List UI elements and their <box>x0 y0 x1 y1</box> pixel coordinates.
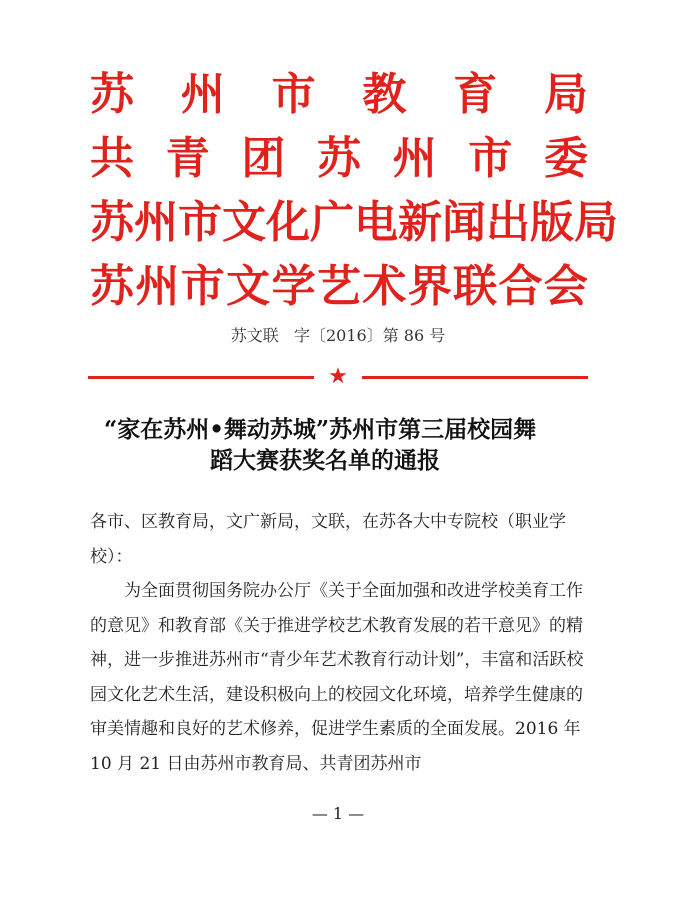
red-separator <box>88 366 588 388</box>
document-number: 苏文联 字〔2016〕第 86 号 <box>230 326 446 345</box>
char: 艺 <box>316 261 361 312</box>
char: 市 <box>271 69 316 120</box>
red-rule-right <box>362 376 588 379</box>
star-icon: ★ <box>328 364 348 389</box>
char: 文 <box>222 197 266 248</box>
char: 州 <box>134 197 178 248</box>
char: 联 <box>453 261 498 312</box>
char: 共 <box>90 133 134 184</box>
char: 市 <box>180 261 225 312</box>
char: 电 <box>354 197 398 248</box>
char: 界 <box>407 261 452 312</box>
char: 新 <box>398 197 442 248</box>
char: 局 <box>543 69 588 120</box>
document-title <box>96 414 596 476</box>
char: 术 <box>362 261 407 312</box>
char: 化 <box>266 197 310 248</box>
issuing-authorities <box>90 66 618 322</box>
char: 局 <box>574 197 618 248</box>
char: 苏 <box>90 69 134 120</box>
char: 文 <box>226 261 271 312</box>
char: 教 <box>362 69 407 120</box>
char: 委 <box>543 133 588 184</box>
char: 育 <box>453 69 498 120</box>
title-line-1: “家在苏州•舞动苏城”苏州市第三届校园舞 <box>104 416 537 443</box>
char: 学 <box>271 261 316 312</box>
body-paragraph: 为全面贯彻国务院办公厅《关于全面加强和改进学校美育工作的意见》和教育部《关于推进学校艺术教育发展的若干意见》的精神，进一步推进苏州市“青少年艺术教育行动计划”，丰富和活跃校园文化艺术生活，建设积极向上的校园文化环境，培养学生健康的审美情趣和良好的艺术修养，促进学生素质的全面发展。2016 年 10 月 21 日由苏州市教育局、共青团苏州市 <box>90 581 584 774</box>
char: 闻 <box>442 197 486 248</box>
char: 青 <box>165 133 210 184</box>
issuer-line-1 <box>90 66 588 123</box>
title-line-2: 蹈大赛获奖名单的通报 <box>210 447 440 474</box>
char: 苏 <box>316 133 361 184</box>
red-rule-left <box>88 376 314 379</box>
char: 苏 <box>90 261 134 312</box>
salutation: 各市、区教育局，文广新局，文联，在苏各大中专院校（职业学校）： <box>90 512 566 567</box>
char: 版 <box>530 197 574 248</box>
issuer-line-4 <box>90 258 588 315</box>
char: 广 <box>310 197 354 248</box>
char: 州 <box>180 69 225 120</box>
char: 出 <box>486 197 530 248</box>
issuer-line-2 <box>90 130 588 187</box>
char: 苏 <box>90 197 134 248</box>
char: 团 <box>241 133 286 184</box>
issuer-line-3 <box>90 194 618 251</box>
char: 会 <box>543 261 588 312</box>
char: 市 <box>468 133 513 184</box>
page-number: — 1 — <box>311 804 365 823</box>
char: 市 <box>178 197 222 248</box>
char: 合 <box>498 261 543 312</box>
char: 州 <box>135 261 180 312</box>
char: 州 <box>392 133 437 184</box>
